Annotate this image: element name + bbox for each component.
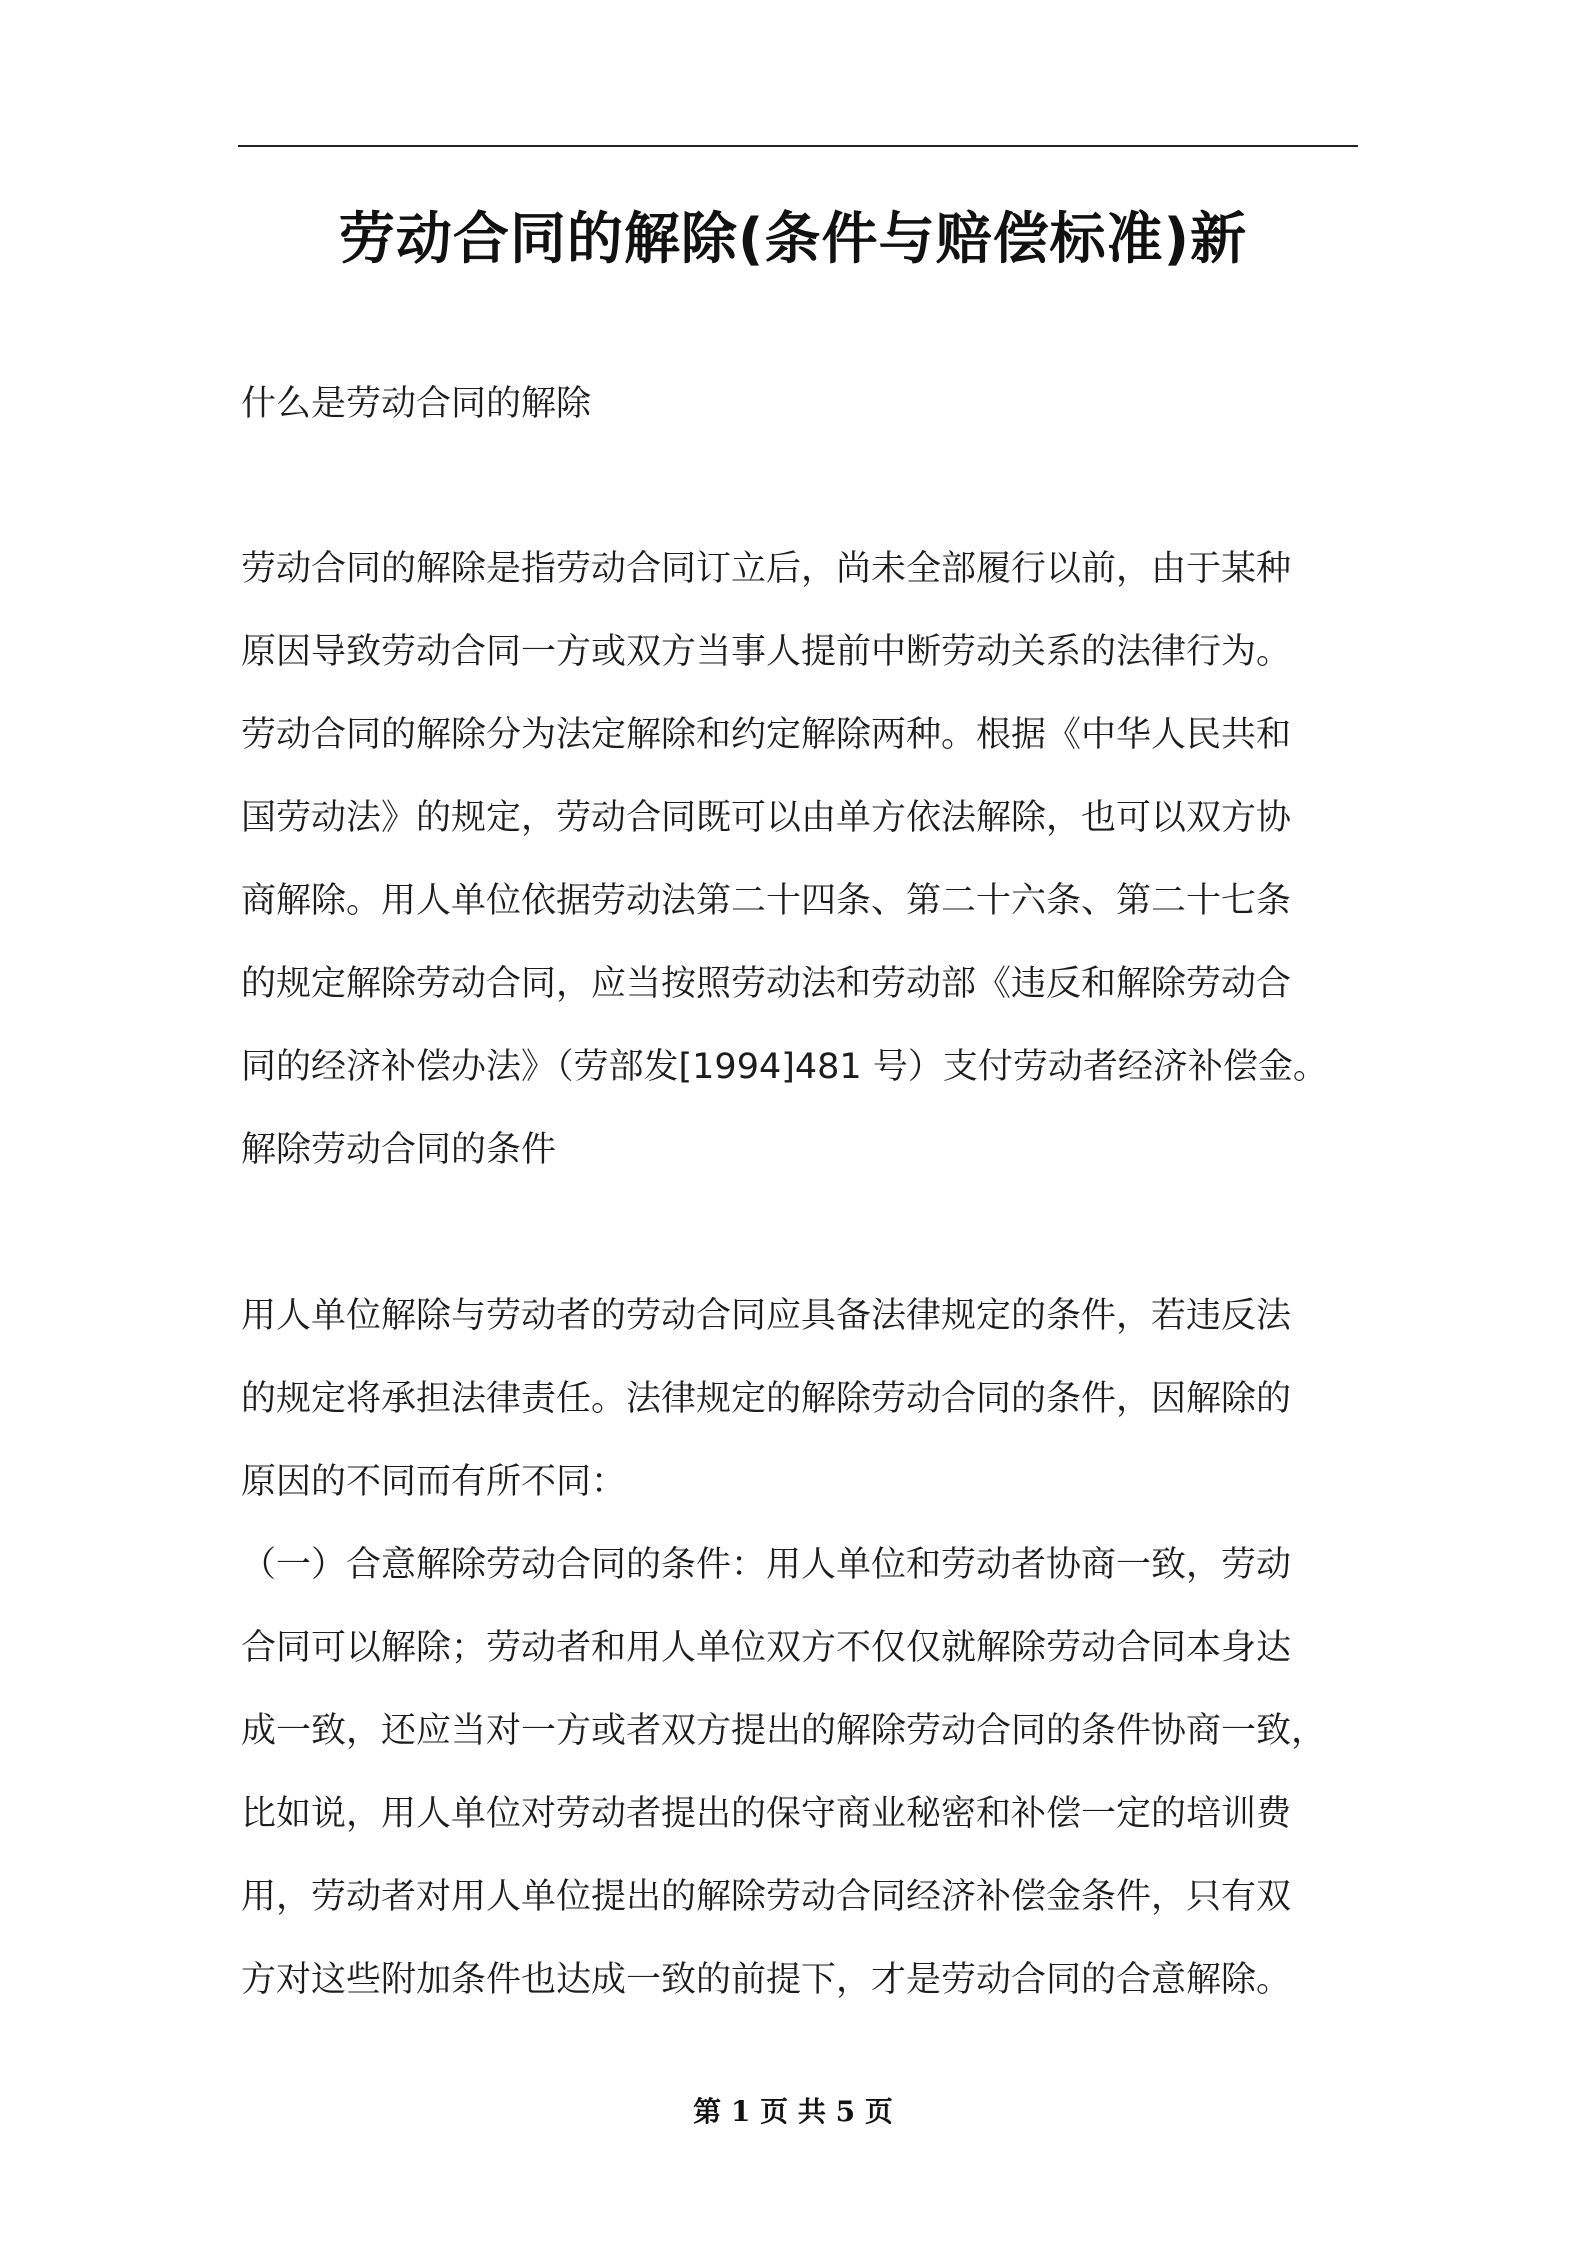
paragraph-line: 同的经济补偿办法》（劳部发[1994]481 号）支付劳动者经济补偿金。 xyxy=(241,1047,1328,1087)
section-heading-conditions: 解除劳动合同的条件 xyxy=(241,1130,557,1170)
paragraph-line: 劳动合同的解除是指劳动合同订立后，尚未全部履行以前，由于某种 xyxy=(241,549,1292,589)
paragraph-line: （一）合意解除劳动合同的条件：用人单位和劳动者协商一致，劳动 xyxy=(241,1545,1292,1585)
paragraph-line: 国劳动法》的规定，劳动合同既可以由单方依法解除，也可以双方协 xyxy=(241,798,1292,838)
document-title: 劳动合同的解除(条件与赔偿标准)新 xyxy=(338,207,1248,272)
paragraph-line: 原因导致劳动合同一方或双方当事人提前中断劳动关系的法律行为。 xyxy=(241,632,1292,672)
header-rule xyxy=(238,145,1358,147)
section-heading-what-is-dissolution: 什么是劳动合同的解除 xyxy=(241,384,592,424)
paragraph-line: 商解除。用人单位依据劳动法第二十四条、第二十六条、第二十七条 xyxy=(241,881,1292,921)
paragraph-line: 成一致，还应当对一方或者双方提出的解除劳动合同的条件协商一致， xyxy=(241,1711,1327,1751)
page-footer: 第 1 页 共 5 页 xyxy=(693,2095,893,2128)
paragraph-line: 用人单位解除与劳动者的劳动合同应具备法律规定的条件，若违反法 xyxy=(241,1296,1292,1336)
paragraph-line: 合同可以解除；劳动者和用人单位双方不仅仅就解除劳动合同本身达 xyxy=(241,1628,1292,1668)
paragraph-line: 方对这些附加条件也达成一致的前提下，才是劳动合同的合意解除。 xyxy=(241,1960,1292,2000)
paragraph-line: 比如说，用人单位对劳动者提出的保守商业秘密和补偿一定的培训费 xyxy=(241,1794,1292,1834)
paragraph-line: 用，劳动者对用人单位提出的解除劳动合同经济补偿金条件，只有双 xyxy=(241,1877,1292,1917)
paragraph-line: 的规定将承担法律责任。法律规定的解除劳动合同的条件，因解除的 xyxy=(241,1379,1292,1419)
paragraph-line: 原因的不同而有所不同： xyxy=(241,1462,627,1502)
paragraph-line: 劳动合同的解除分为法定解除和约定解除两种。根据《中华人民共和 xyxy=(241,715,1292,755)
paragraph-line: 的规定解除劳动合同，应当按照劳动法和劳动部《违反和解除劳动合 xyxy=(241,964,1292,1004)
